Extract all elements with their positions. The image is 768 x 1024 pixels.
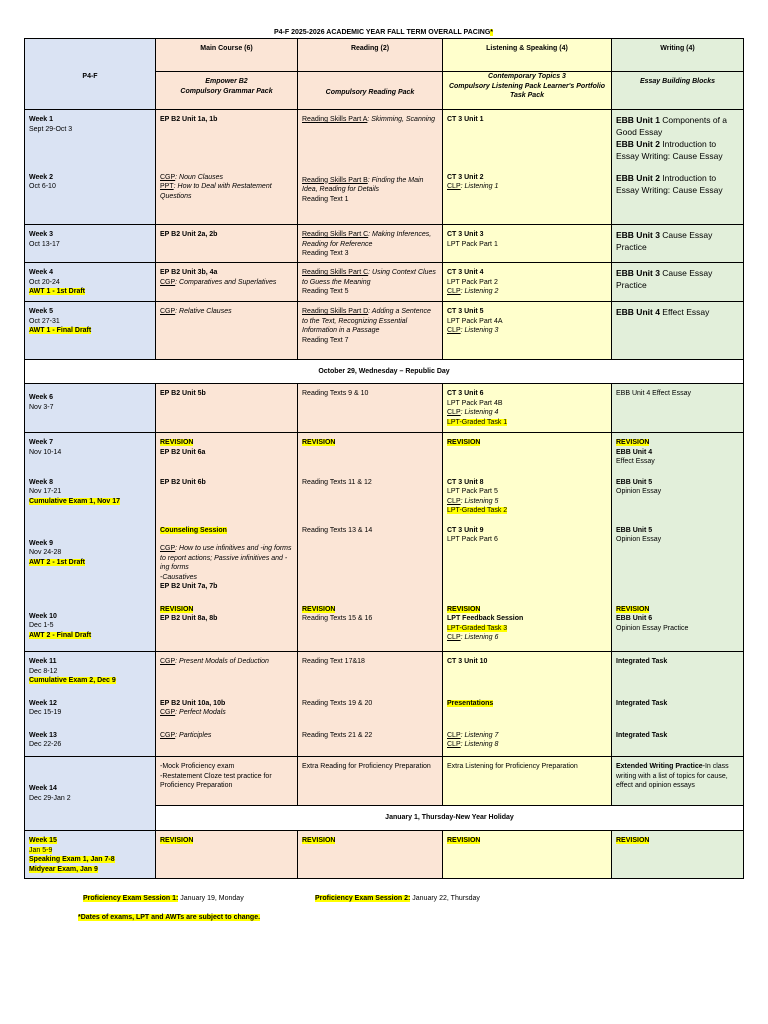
reading-cell: REVISION Reading Texts 15 & 16: [298, 600, 443, 652]
week-row-14: [25, 757, 744, 806]
reading-cell: Reading Texts 13 & 14: [298, 521, 443, 600]
writing-cell: REVISION EBB Unit 6 Opinion Essay Practice: [612, 600, 744, 652]
title-asterisk: *: [490, 29, 493, 36]
writing-cell: EBB Unit 4 Effect Essay: [612, 302, 744, 360]
week-row-6: [25, 384, 744, 433]
main-cell: EP B2 Unit 2a, 2b: [156, 225, 298, 263]
main-cell: REVISION EP B2 Unit 8a, 8b: [156, 600, 298, 652]
week-row-5: [25, 302, 744, 360]
week-cell: Week 1 Sept 29-Oct 3: [25, 110, 156, 168]
reading-subheader: Compulsory Reading Pack: [298, 72, 443, 110]
week-row-13: [25, 726, 744, 757]
listening-cell: CT 3 Unit 6 LPT Pack Part 4B CLP: Listening 4 LPT-Graded Task 1: [443, 384, 612, 433]
pacing-table: [24, 38, 744, 879]
main-cell: Counseling Session CGP: How to use infinitives and -ing forms to report actions; Passive infinitives and -ing forms -Causatives EP B2 Unit 7a, 7b: [156, 521, 298, 600]
listening-cell: Extra Listening for Proficiency Preparation: [443, 757, 612, 806]
writing-cell: Integrated Task: [612, 726, 744, 757]
week-cell: Week 14 Dec 29-Jan 2: [25, 757, 156, 831]
listening-cell: CT 3 Unit 5 LPT Pack Part 4A CLP: Listening 3: [443, 302, 612, 360]
listening-subheader: Contemporary Topics 3 Compulsory Listening Pack Learner's Portfolio Task Pack: [443, 72, 612, 110]
main-cell: CGP: Relative Clauses: [156, 302, 298, 360]
week-cell: Week 5 Oct 27-31 AWT 1 - Final Draft: [25, 302, 156, 360]
main-cell: REVISION EP B2 Unit 6a: [156, 433, 298, 473]
listening-cell: CLP: Listening 7 CLP: Listening 8: [443, 726, 612, 757]
writing-cell: EBB Unit 1 Components of a Good Essay EBB Unit 2 Introduction to Essay Writing: Cause Essay: [612, 110, 744, 168]
writing-subheader: Essay Building Blocks: [612, 72, 744, 110]
week-row-4: [25, 263, 744, 302]
week-row-15: [25, 831, 744, 879]
week-row-11: [25, 652, 744, 694]
main-cell: CGP: Noun Clauses PPT: How to Deal with Restatement Questions: [156, 168, 298, 225]
week-cell: Week 12 Dec 15-19: [25, 694, 156, 726]
main-cell: EP B2 Unit 3b, 4a CGP: Comparatives and Superlatives: [156, 263, 298, 302]
title-text: P4-F 2025-2026 ACADEMIC YEAR FALL TERM OVERALL PACING: [274, 29, 491, 36]
main-cell: CGP: Participles: [156, 726, 298, 757]
writing-cell: REVISION EBB Unit 4 Effect Essay: [612, 433, 744, 473]
writing-cell: EBB Unit 5 Opinion Essay: [612, 473, 744, 521]
week-row-3: [25, 225, 744, 263]
writing-cell: Integrated Task: [612, 652, 744, 694]
reading-cell: Reading Skills Part C: Making Inferences, Reading for Reference Reading Text 3: [298, 225, 443, 263]
listening-cell: REVISION: [443, 433, 612, 473]
main-course-header: Main Course (6): [156, 39, 298, 72]
week-cell: Week 15 Jan 5-9 Speaking Exam 1, Jan 7-8 Midyear Exam, Jan 9: [25, 831, 156, 879]
writing-cell: EBB Unit 3 Cause Essay Practice: [612, 263, 744, 302]
writing-cell: EBB Unit 2 Introduction to Essay Writing: Cause Essay: [612, 168, 744, 225]
week-row-2: [25, 168, 744, 225]
reading-cell: REVISION: [298, 831, 443, 879]
writing-cell: REVISION: [612, 831, 744, 879]
main-cell: EP B2 Unit 10a, 10b CGP: Perfect Modals: [156, 694, 298, 726]
listening-cell: REVISION LPT Feedback Session LPT-Graded Task 3 CLP: Listening 6: [443, 600, 612, 652]
week-row-1: [25, 110, 744, 168]
week-row-9: [25, 521, 744, 600]
writing-cell: Integrated Task: [612, 694, 744, 726]
week-cell: Week 11 Dec 8-12 Cumulative Exam 2, Dec 9: [25, 652, 156, 694]
reading-cell: Reading Texts 11 & 12: [298, 473, 443, 521]
week-cell: Week 6 Nov 3-7: [25, 384, 156, 433]
main-cell: -Mock Proficiency exam -Restatement Cloze test practice for Proficiency Preparation: [156, 757, 298, 806]
reading-cell: Reading Skills Part A: Skimming, Scanning: [298, 110, 443, 168]
week-cell: Week 4 Oct 20-24 AWT 1 - 1st Draft: [25, 263, 156, 302]
listening-cell: Presentations: [443, 694, 612, 726]
header-row-1: [25, 39, 744, 72]
main-cell: EP B2 Unit 5b: [156, 384, 298, 433]
reading-cell: REVISION: [298, 433, 443, 473]
week-row-12: [25, 694, 744, 726]
writing-cell: Extended Writing Practice-In class writing with a list of topics for cause, effect and opinion essays: [612, 757, 744, 806]
week-cell: Week 7 Nov 10-14: [25, 433, 156, 473]
main-cell: CGP: Present Modals of Deduction: [156, 652, 298, 694]
republic-day-banner: October 29, Wednesday – Republic Day: [25, 360, 744, 384]
reading-cell: Reading Skills Part B: Finding the Main Idea, Reading for Details Reading Text 1: [298, 168, 443, 225]
week-row-10: [25, 600, 744, 652]
listening-header: Listening & Speaking (4): [443, 39, 612, 72]
week-row-7: [25, 433, 744, 473]
week-cell: Week 2 Oct 6-10: [25, 168, 156, 225]
listening-cell: CT 3 Unit 3 LPT Pack Part 1: [443, 225, 612, 263]
reading-cell: Reading Texts 19 & 20: [298, 694, 443, 726]
writing-cell: EBB Unit 3 Cause Essay Practice: [612, 225, 744, 263]
listening-cell: CT 3 Unit 1: [443, 110, 612, 168]
writing-cell: EBB Unit 4 Effect Essay: [612, 384, 744, 433]
exam-session-2: Proficiency Exam Session 2: January 22, Thursday: [315, 895, 480, 902]
listening-cell: REVISION: [443, 831, 612, 879]
writing-header: Writing (4): [612, 39, 744, 72]
week-cell: Week 8 Nov 17-21 Cumulative Exam 1, Nov 17: [25, 473, 156, 521]
reading-cell: Reading Text 17&18: [298, 652, 443, 694]
week-cell: Week 9 Nov 24-28 AWT 2 - 1st Draft: [25, 521, 156, 600]
main-cell: REVISION: [156, 831, 298, 879]
level-header: P4-F: [25, 39, 156, 110]
writing-cell: EBB Unit 5 Opinion Essay: [612, 521, 744, 600]
reading-cell: Reading Texts 9 & 10: [298, 384, 443, 433]
reading-header: Reading (2): [298, 39, 443, 72]
week-cell: Week 3 Oct 13-17: [25, 225, 156, 263]
document-title: [24, 29, 743, 37]
disclaimer-note: *Dates of exams, LPT and AWTs are subject to change.: [78, 914, 261, 921]
listening-cell: CT 3 Unit 2 CLP: Listening 1: [443, 168, 612, 225]
week-row-8: [25, 473, 744, 521]
listening-cell: CT 3 Unit 9 LPT Pack Part 6: [443, 521, 612, 600]
listening-cell: CT 3 Unit 4 LPT Pack Part 2 CLP: Listening 2: [443, 263, 612, 302]
listening-cell: CT 3 Unit 10: [443, 652, 612, 694]
reading-cell: Reading Texts 21 & 22: [298, 726, 443, 757]
exam-session-1: Proficiency Exam Session 1: January 19, Monday: [83, 895, 244, 902]
holiday-row-1: [25, 360, 744, 384]
reading-cell: Reading Skills Part D: Adding a Sentence to the Text, Recognizing Essential Information in a Passage Reading Text 7: [298, 302, 443, 360]
week-cell: Week 10 Dec 1-5 AWT 2 - Final Draft: [25, 600, 156, 652]
main-course-subheader: Empower B2 Compulsory Grammar Pack: [156, 72, 298, 110]
reading-cell: Reading Skills Part C: Using Context Clues to Guess the Meaning Reading Text 5: [298, 263, 443, 302]
listening-cell: CT 3 Unit 8 LPT Pack Part 5 CLP: Listening 5 LPT-Graded Task 2: [443, 473, 612, 521]
new-year-banner: January 1, Thursday-New Year Holiday: [156, 806, 744, 831]
main-cell: EP B2 Unit 6b: [156, 473, 298, 521]
main-cell: EP B2 Unit 1a, 1b: [156, 110, 298, 168]
week-cell: Week 13 Dec 22-26: [25, 726, 156, 757]
reading-cell: Extra Reading for Proficiency Preparation: [298, 757, 443, 806]
